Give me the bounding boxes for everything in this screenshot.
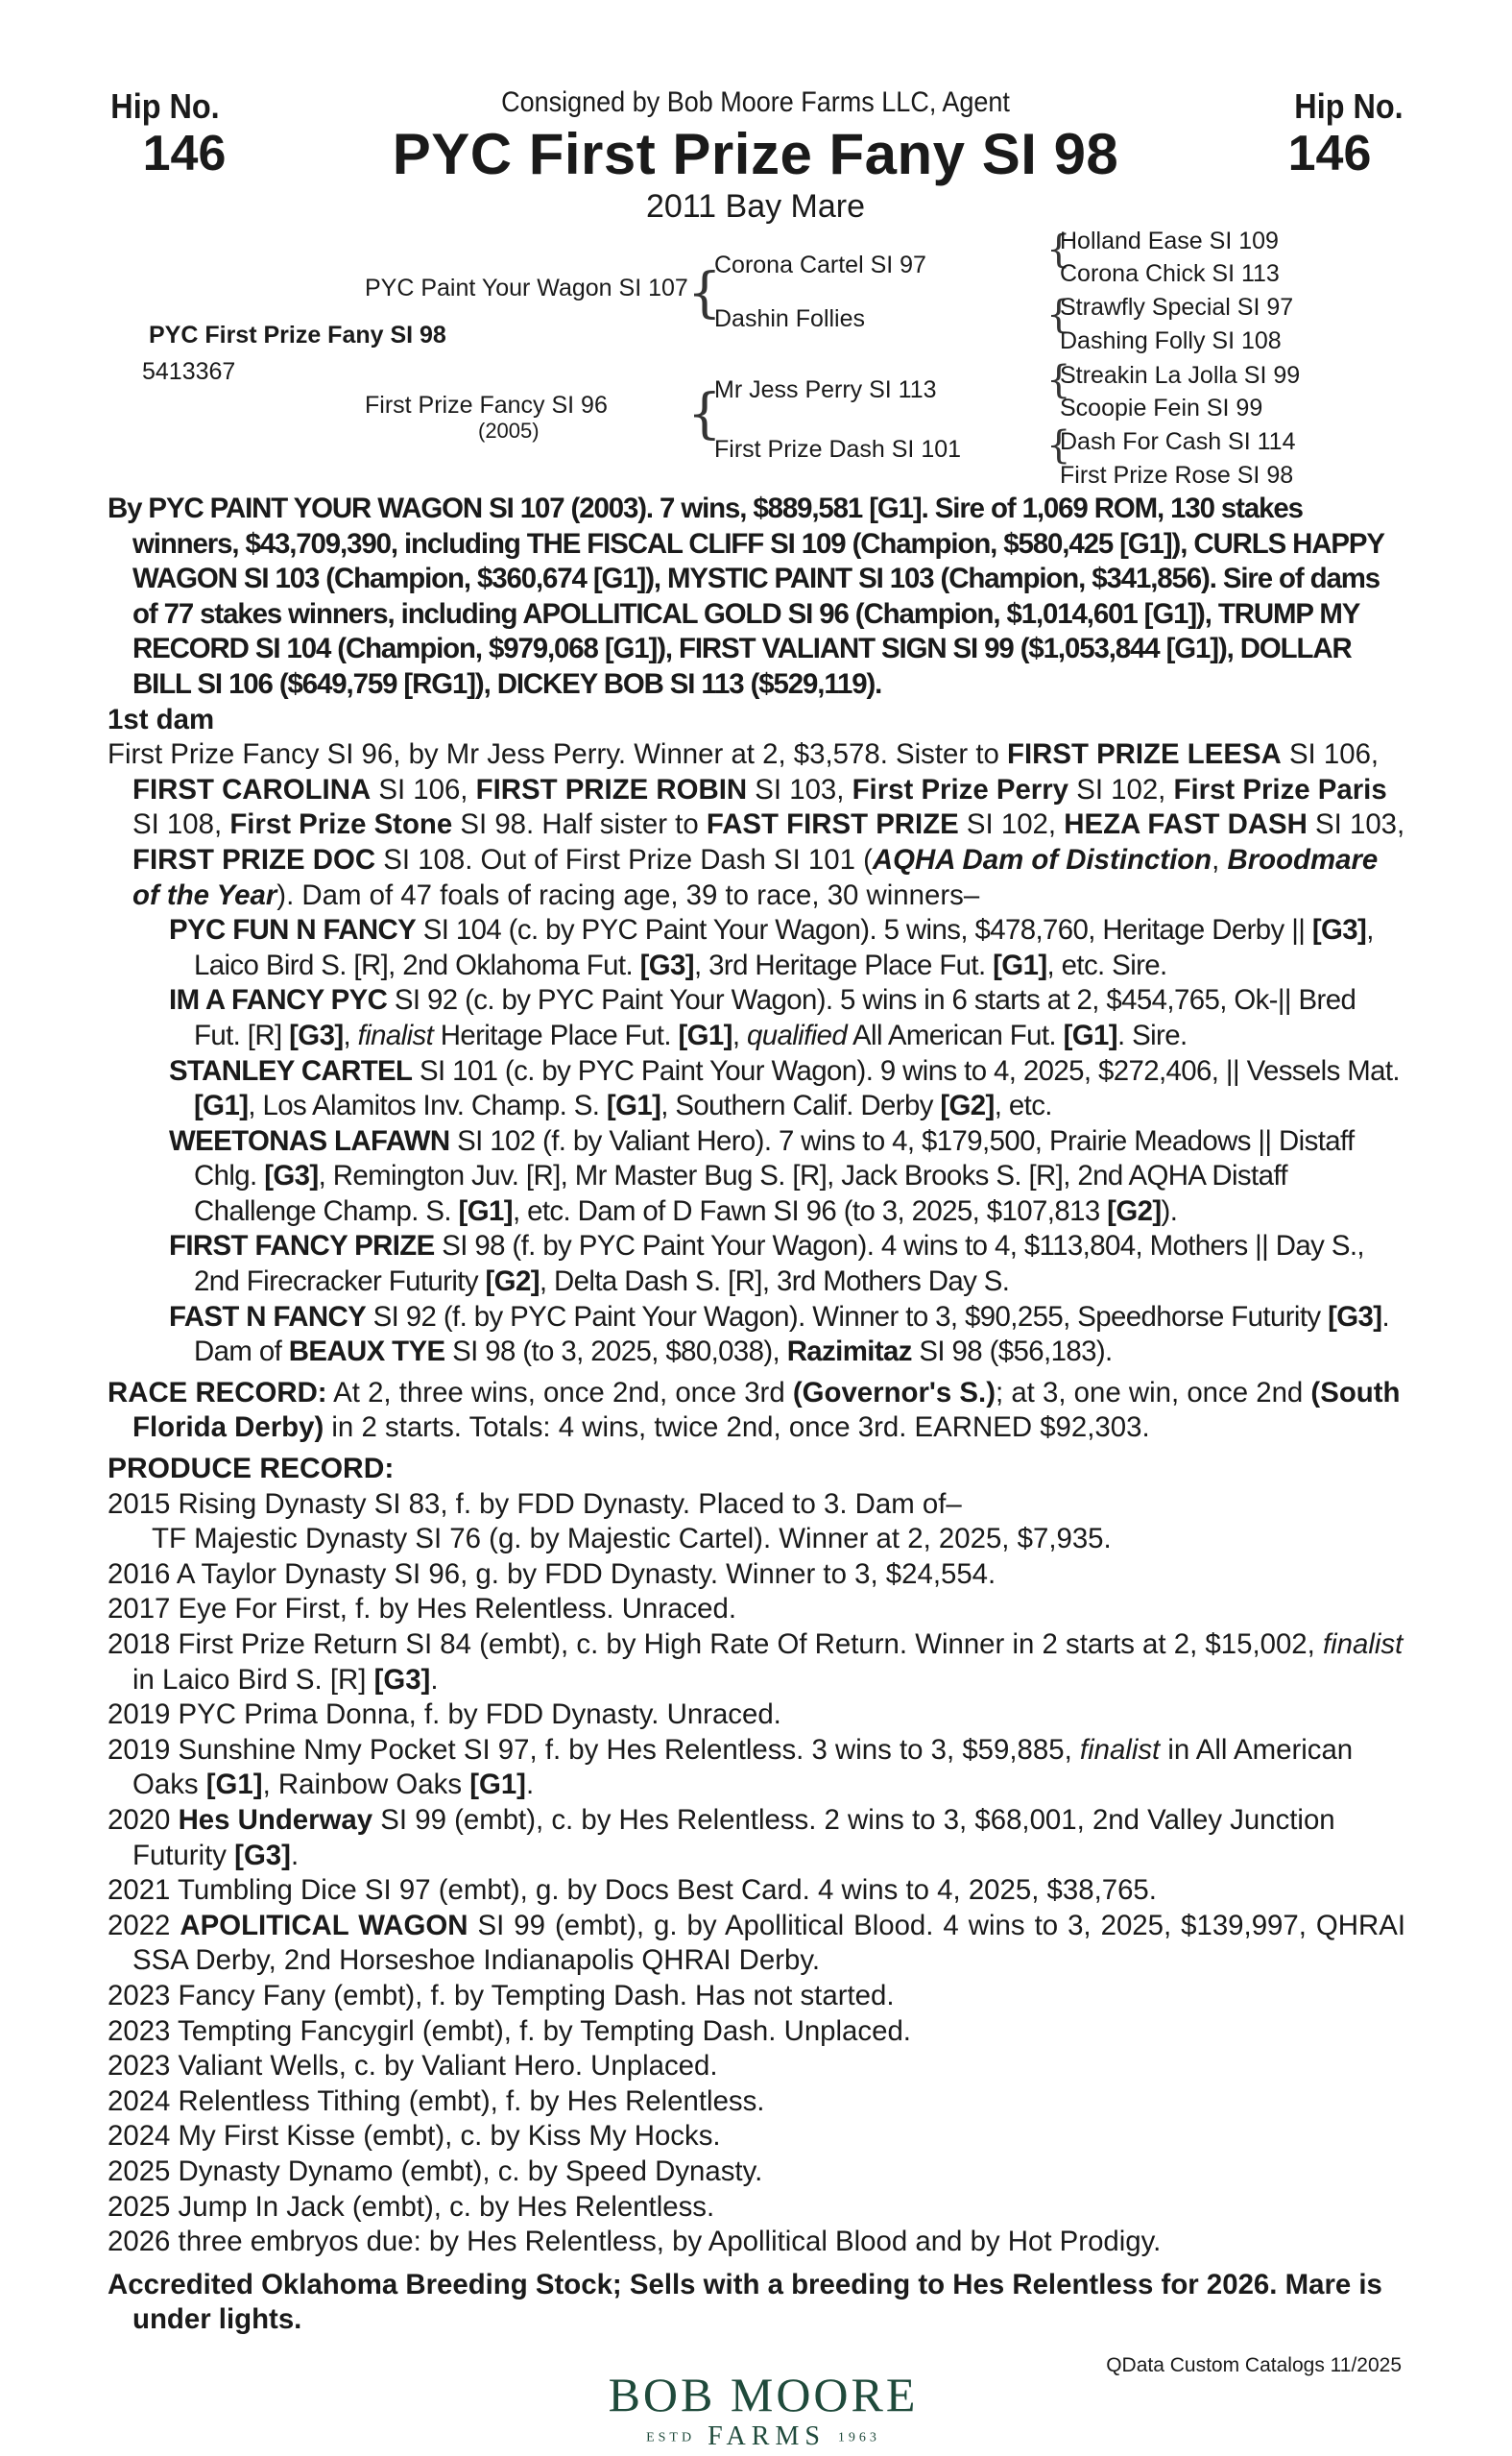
produce-entry: 2025 Dynasty Dynamo (embt), c. by Speed Dynasty. (108, 2155, 763, 2187)
pedigree-reg-number: 5413367 (142, 358, 236, 385)
first-dam-heading: 1st dam (108, 703, 215, 735)
produce-record-list (108, 1487, 1405, 2260)
race-record: RACE RECORD: At 2, three wins, once 2nd, once 3rd (Governor's S.); at 3, one win, once 2nd (South Florida Derby) in 2 starts. Totals: 4 wins, twice 2nd, once 3rd. EARNED $92,303. (108, 1376, 1401, 1444)
pedigree-subject: PYC First Prize Fany SI 98 (149, 322, 446, 349)
pedigree-dd: First Prize Dash SI 101 (714, 436, 962, 463)
consigned-by: Consigned by Bob Moore Farms LLC, Agent (501, 86, 1010, 118)
pedigree-sdd: Dashing Folly SI 108 (1060, 327, 1282, 354)
pedigree-dss: Streakin La Jolla SI 99 (1060, 362, 1301, 389)
produce-entry: 2023 Tempting Fancygirl (embt), f. by Tempting Dash. Unplaced. (108, 2014, 911, 2047)
pedigree-brace: { (1046, 293, 1071, 337)
horse-subtitle: 2011 Bay Mare (645, 188, 866, 225)
produce-entry: TF Majestic Dynasty SI 76 (g. by Majestic Cartel). Winner at 2, 2025, $7,935. (152, 1523, 1112, 1555)
hip-label-right: Hip No. (1294, 86, 1404, 126)
horse-name: PYC First Prize Fany SI 98 (392, 122, 1119, 186)
pedigree-ssd: Corona Chick SI 113 (1060, 260, 1280, 287)
hip-label-left: Hip No. (110, 86, 220, 126)
produce-entry: 2022 APOLITICAL WAGON SI 99 (embt), g. by Apollitical Blood. 4 wins to 3, 2025, $139,997, QHRAI SSA Derby, 2nd Horseshoe Indianapolis QHRAI Derby. (108, 1909, 1405, 1977)
pedigree-dds: Dash For Cash SI 114 (1060, 428, 1296, 455)
pedigree-ss: Corona Cartel SI 97 (714, 252, 926, 278)
produce-entry: 2021 Tumbling Dice SI 97 (embt), g. by Docs Best Card. 4 wins to 4, 2025, $38,765. (108, 1874, 1157, 1907)
pedigree-brace: { (1046, 358, 1071, 402)
pedigree-sire: PYC Paint Your Wagon SI 107 (365, 275, 688, 301)
pedigree-brace: { (1046, 228, 1071, 272)
hip-number-left: 146 (142, 126, 227, 181)
foal-entry: FAST N FANCY SI 92 (f. by PYC Paint Your Wagon). Winner to 3, $90,255, Speedhorse Futurity [G3]. Dam of BEAUX TYE SI 98 (to 3, 2025, $80,038), Razimitaz SI 98 ($56,183). (169, 1300, 1390, 1368)
pedigree-ddd: First Prize Rose SI 98 (1060, 462, 1294, 489)
produce-entry: 2019 Sunshine Nmy Pocket SI 97, f. by Hes Relentless. 3 wins to 3, $59,885, finalist in All American Oaks [G1], Rainbow Oaks [G1]. (108, 1733, 1354, 1801)
produce-entry: 2017 Eye For First, f. by Hes Relentless. Unraced. (108, 1593, 737, 1625)
foal-entry: IM A FANCY PYC SI 92 (c. by PYC Paint Your Wagon). 5 wins in 6 starts at 2, $454,765, Ok-|| Bred Fut. [R] [G3], finalist Heritage Place Fut. [G1], qualified All American Fut. [G1]. Sire. (169, 984, 1356, 1051)
pedigree-sss: Holland Ease SI 109 (1060, 228, 1279, 254)
pedigree-brace: { (687, 262, 722, 325)
produce-entry: 2023 Fancy Fany (embt), f. by Tempting Dash. Has not started. (108, 1979, 895, 2011)
pedigree-sd: Dashin Follies (714, 305, 866, 332)
produce-entry: 2019 PYC Prima Donna, f. by FDD Dynasty. Unraced. (108, 1698, 781, 1731)
produce-entry: 2020 Hes Underway SI 99 (embt), c. by Hes Relentless. 2 wins to 3, $68,001, 2nd Valley Junction Futurity [G3]. (108, 1803, 1335, 1871)
logo-subline: ESTD FARMS 1963 (646, 2421, 880, 2451)
pedigree-sds: Strawfly Special SI 97 (1060, 294, 1294, 321)
foal-entry: PYC FUN N FANCY SI 104 (c. by PYC Paint Your Wagon). 5 wins, $478,760, Heritage Derby || [G3], Laico Bird S. [R], 2nd Oklahoma Fut. [G3], 3rd Heritage Place Fut. [G1], etc. Sire. (169, 914, 1374, 981)
farm-logo (576, 2370, 950, 2456)
produce-record-heading: PRODUCE RECORD: (108, 1453, 395, 1485)
pedigree-brace: { (1046, 423, 1071, 468)
produce-entry: 2018 First Prize Return SI 84 (embt), c. by High Rate Of Return. Winner in 2 starts at 2, $15,002, finalist in Laico Bird S. [R] [G3]. (108, 1628, 1404, 1696)
pedigree-ds: Mr Jess Perry SI 113 (714, 376, 937, 403)
sire-paragraph: By PYC PAINT YOUR WAGON SI 107 (2003). 7 wins, $889,581 [G1]. Sire of 1,069 ROM, 130 stakes winners, $43,709,390, including THE FISCAL CLIFF SI 109 (Champion, $580,425 [G1]), CURLS HAPPY WAGON SI 103 (Champion, $360,674 [G1]), MYSTIC PAINT SI 103 (Champion, $341,856). Sire of dams of 77 stakes winners, including APOLLITICAL GOLD SI 96 (Champion, $1,014,601 [G1]), TRUMP MY RECORD SI 104 (Champion, $979,068 [G1]), FIRST VALIANT SIGN SI 99 ($1,053,844 [G1]), DOLLAR BILL SI 106 ($649,759 [RG1]), DICKEY BOB SI 113 ($529,119). (108, 493, 1384, 700)
produce-entry: 2024 My First Kisse (embt), c. by Kiss My Hocks. (108, 2120, 721, 2153)
foal-entry: WEETONAS LAFAWN SI 102 (f. by Valiant Hero). 7 wins to 4, $179,500, Prairie Meadows || Distaff Chlg. [G3], Remington Juv. [R], Mr Master Bug S. [R], Jack Brooks S. [R], 2nd AQHA Distaff Challenge Champ. S. [G1], etc. Dam of D Fawn SI 96 (to 3, 2025, $107,813 [G2]). (169, 1124, 1355, 1227)
produce-entry: 2023 Valiant Wells, c. by Valiant Hero. Unplaced. (108, 2050, 718, 2083)
pedigree-dsd: Scoopie Fein SI 99 (1060, 395, 1263, 421)
catalog-code: QData Custom Catalogs 11/2025 (1106, 2354, 1402, 2376)
catalog-body (108, 492, 1405, 2338)
pedigree-brace: { (687, 383, 722, 445)
produce-entry: 2024 Relentless Tithing (embt), f. by Hes Relentless. (108, 2084, 765, 2117)
pedigree-dam: First Prize Fancy SI 96 (365, 392, 608, 419)
produce-entry: 2026 three embryos due: by Hes Relentless, by Apollitical Blood and by Hot Prodigy. (108, 2226, 1162, 2258)
logo-wordmark: BOB MOORE (608, 2368, 919, 2421)
pedigree-dam-year: (2005) (478, 419, 540, 443)
foal-entry: STANLEY CARTEL SI 101 (c. by PYC Paint Your Wagon). 9 wins to 4, 2025, $272,406, || Vessels Mat. [G1], Los Alamitos Inv. Champ. S. [G1], Southern Calif. Derby [G2], etc. (169, 1054, 1400, 1122)
sale-notes: Accredited Oklahoma Breeding Stock; Sells with a breeding to Hes Relentless for 2026. Mare is under lights. (108, 2268, 1382, 2336)
produce-entry: 2025 Jump In Jack (embt), c. by Hes Relentless. (108, 2190, 715, 2223)
foal-entry: FIRST FANCY PRIZE SI 98 (f. by PYC Paint Your Wagon). 4 wins to 4, $113,804, Mothers || Day S., 2nd Firecracker Futurity [G2], Delta Dash S. [R], 3rd Mothers Day S. (169, 1230, 1364, 1298)
hip-number-right: 146 (1287, 126, 1372, 181)
produce-entry: 2016 A Taylor Dynasty SI 96, g. by FDD Dynasty. Winner to 3, $24,554. (108, 1557, 996, 1590)
produce-entry: 2015 Rising Dynasty SI 83, f. by FDD Dynasty. Placed to 3. Dam of– (108, 1487, 962, 1520)
first-dam-paragraph: First Prize Fancy SI 96, by Mr Jess Perry. Winner at 2, $3,578. Sister to FIRST PRIZE LEESA SI 106, FIRST CAROLINA SI 106, FIRST PRIZE ROBIN SI 103, First Prize Perry SI 102, First Prize Paris SI 108, First Prize Stone SI 98. Half sister to FAST FIRST PRIZE SI 102, HEZA FAST DASH SI 103, FIRST PRIZE DOC SI 108. Out of First Prize Dash SI 101 (AQHA Dam of Distinction, Broodmare of the Year). Dam of 47 foals of racing age, 39 to race, 30 winners– (108, 738, 1405, 911)
